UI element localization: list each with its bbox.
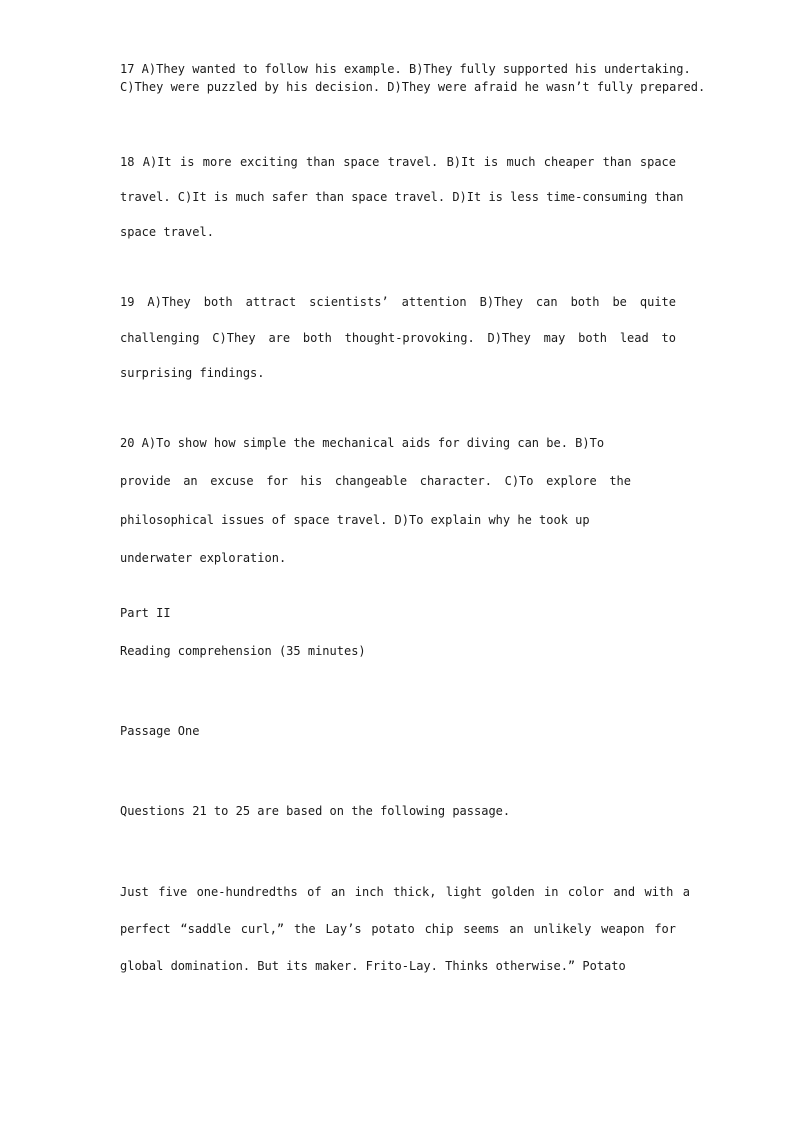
question-18-line-2: travel. C)It is much safer than space travel. D)It is less time-consuming than xyxy=(120,190,684,204)
question-19-line-2: challenging C)They are both thought-provoking. D)They may both lead to xyxy=(120,331,676,345)
passage-instruction: Questions 21 to 25 are based on the following passage. xyxy=(120,804,511,818)
passage-line-3: global domination. But its maker. Frito-Lay. Thinks otherwise.” Potato xyxy=(120,959,626,973)
question-20-line-2: provide an excuse for his changeable character. C)To explore the xyxy=(120,474,631,488)
question-20-line-4: underwater exploration. xyxy=(120,551,287,565)
question-17-line-2: C)They were puzzled by his decision. D)They were afraid he wasn’t fully prepared. xyxy=(120,80,706,94)
question-20-line-1: 20 A)To show how simple the mechanical aids for diving can be. B)To xyxy=(120,436,605,450)
question-19-line-1: 19 A)They both attract scientists’ attention B)They can both be quite xyxy=(120,295,676,309)
question-18-line-3: space travel. xyxy=(120,225,214,239)
passage-line-2: perfect “saddle curl,” the Lay’s potato chip seems an unlikely weapon for xyxy=(120,922,676,936)
question-20-line-3: philosophical issues of space travel. D)To explain why he took up xyxy=(120,513,590,527)
passage-heading: Passage One xyxy=(120,724,200,738)
question-19-line-3: surprising findings. xyxy=(120,366,265,380)
part-title: Part II xyxy=(120,606,171,620)
question-17-line-1: 17 A)They wanted to follow his example. B)They fully supported his undertaking. xyxy=(120,62,691,76)
part-subtitle: Reading comprehension (35 minutes) xyxy=(120,644,366,658)
passage-line-1: Just five one-hundredths of an inch thick, light golden in color and with a xyxy=(120,885,690,899)
question-18-line-1: 18 A)It is more exciting than space travel. B)It is much cheaper than space xyxy=(120,155,676,169)
